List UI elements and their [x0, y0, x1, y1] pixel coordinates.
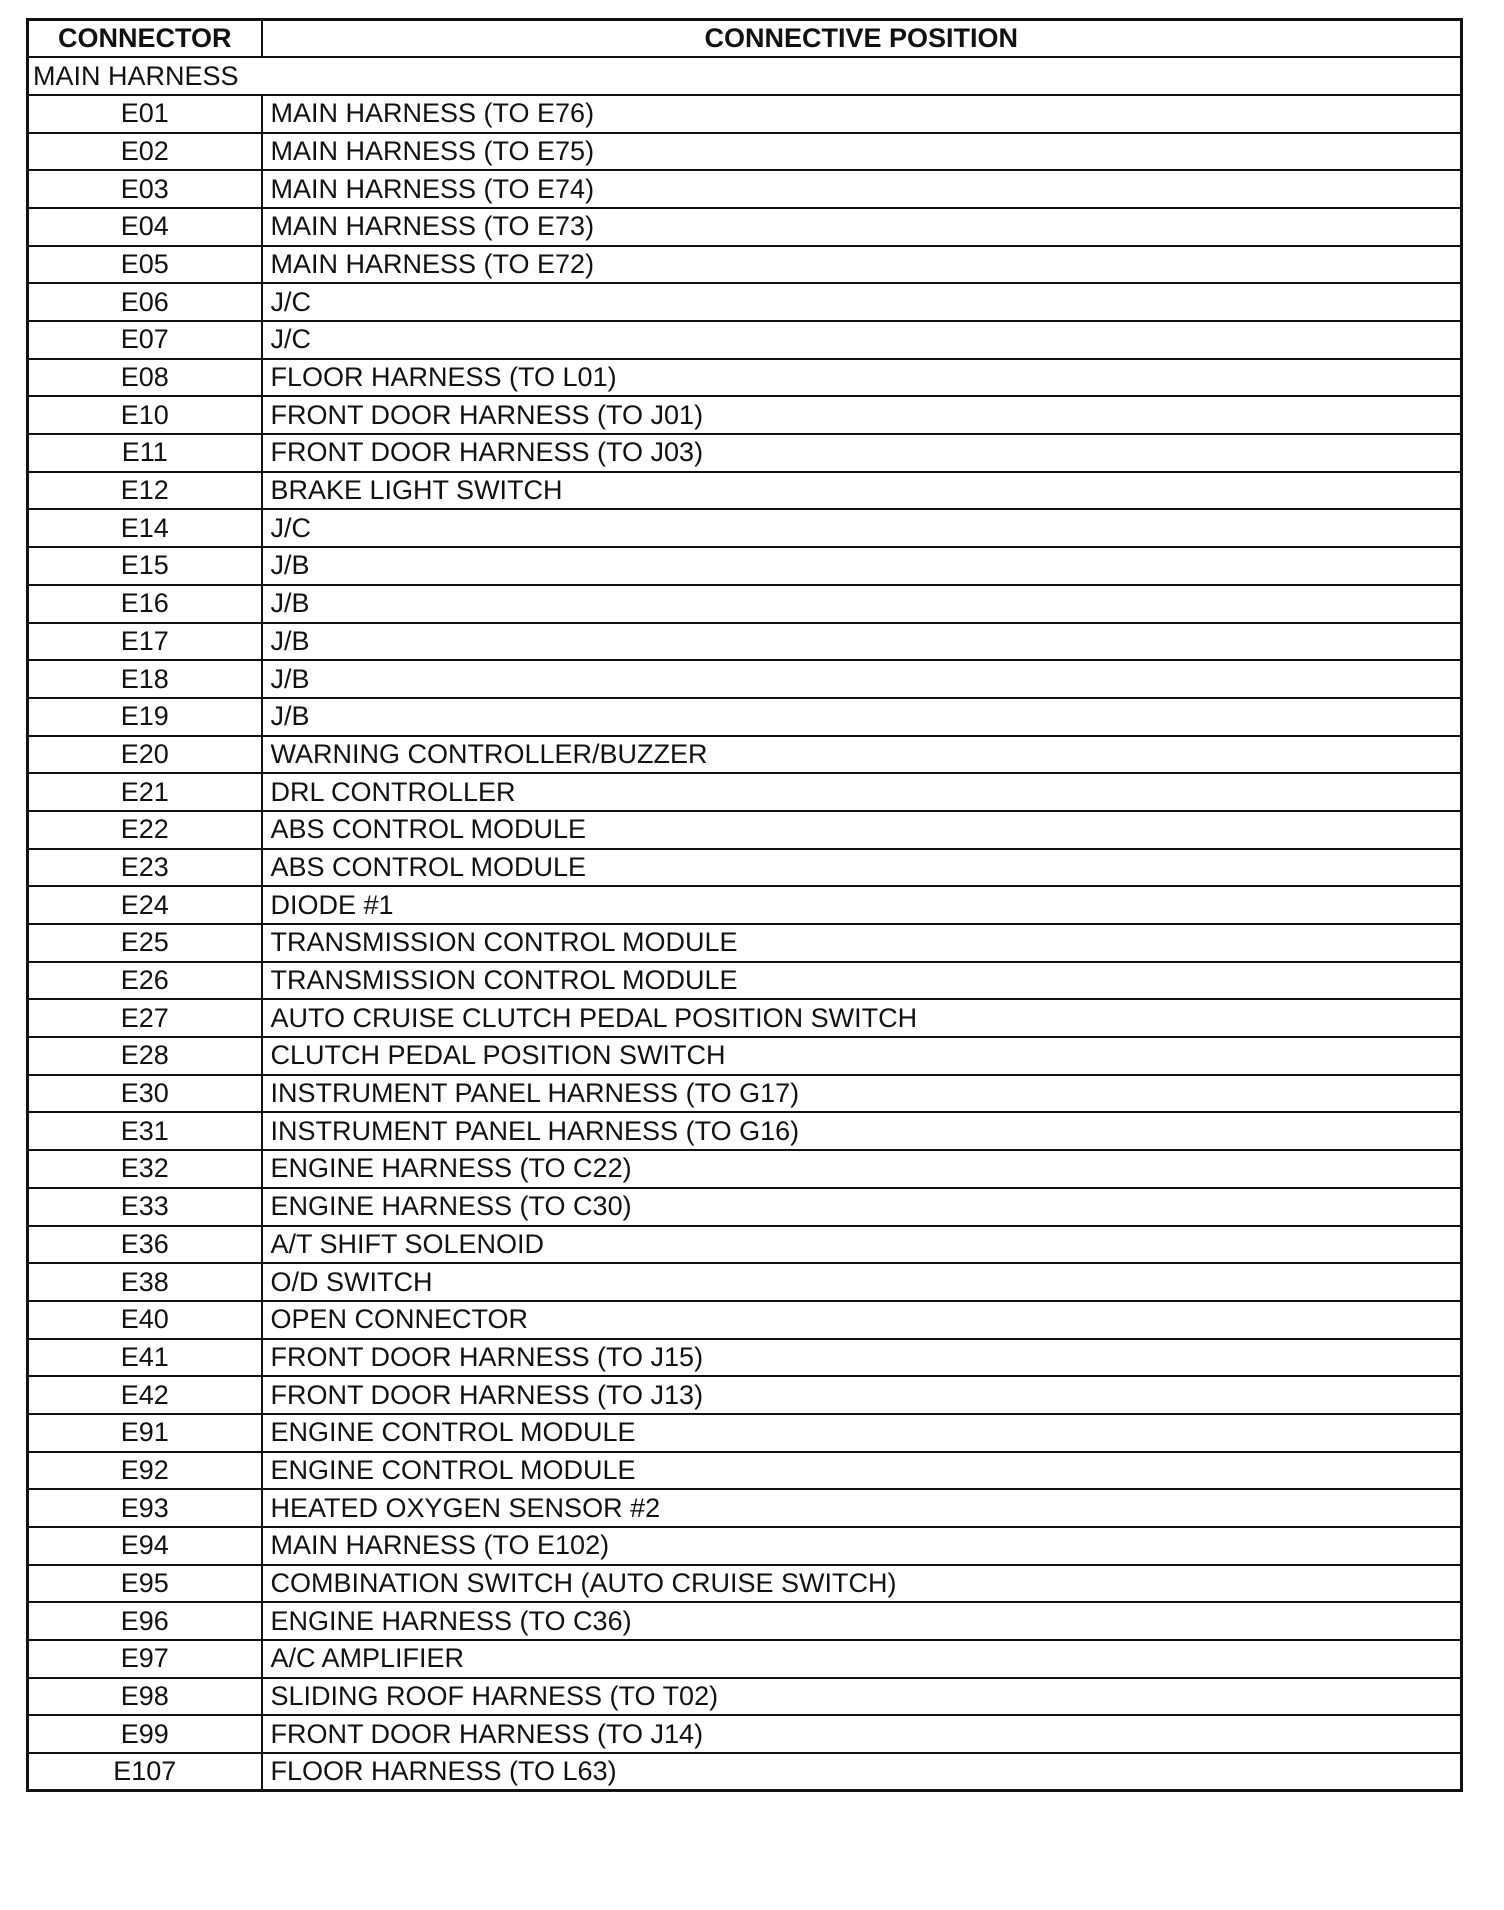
connector-cell: E20 — [28, 736, 262, 774]
connective-position-cell: J/B — [262, 698, 1462, 736]
connective-position-cell: MAIN HARNESS (TO E72) — [262, 246, 1462, 284]
connector-cell: E17 — [28, 623, 262, 661]
connective-position-cell: ENGINE HARNESS (TO C30) — [262, 1188, 1462, 1226]
connector-cell: E24 — [28, 886, 262, 924]
connector-cell: E10 — [28, 396, 262, 434]
table-row — [28, 1150, 1462, 1188]
connective-position-cell: BRAKE LIGHT SWITCH — [262, 472, 1462, 510]
table-row — [28, 1527, 1462, 1565]
connective-position-cell: DIODE #1 — [262, 886, 1462, 924]
connective-position-cell: OPEN CONNECTOR — [262, 1301, 1462, 1339]
table-row — [28, 623, 1462, 661]
connector-cell: E08 — [28, 359, 262, 397]
table-body — [28, 57, 1462, 1791]
connector-cell: E15 — [28, 547, 262, 585]
connector-cell: E33 — [28, 1188, 262, 1226]
connective-position-cell: MAIN HARNESS (TO E73) — [262, 208, 1462, 246]
connector-cell: E11 — [28, 434, 262, 472]
table-row — [28, 1640, 1462, 1678]
connector-cell: E32 — [28, 1150, 262, 1188]
connective-position-cell: FRONT DOOR HARNESS (TO J14) — [262, 1715, 1462, 1753]
connective-position-cell: FRONT DOOR HARNESS (TO J03) — [262, 434, 1462, 472]
column-header-connector: CONNECTOR — [28, 20, 262, 58]
connective-position-cell: MAIN HARNESS (TO E74) — [262, 170, 1462, 208]
connector-cell: E96 — [28, 1602, 262, 1640]
table-row — [28, 1678, 1462, 1716]
table-row — [28, 698, 1462, 736]
table-row — [28, 1715, 1462, 1753]
connector-cell: E07 — [28, 321, 262, 359]
table-row — [28, 1112, 1462, 1150]
connector-cell: E02 — [28, 133, 262, 171]
connective-position-cell: AUTO CRUISE CLUTCH PEDAL POSITION SWITCH — [262, 999, 1462, 1037]
table-row — [28, 999, 1462, 1037]
table-row — [28, 849, 1462, 887]
connector-cell: E21 — [28, 773, 262, 811]
connector-cell: E22 — [28, 811, 262, 849]
table-row — [28, 1339, 1462, 1377]
connective-position-cell: TRANSMISSION CONTROL MODULE — [262, 924, 1462, 962]
table-row — [28, 962, 1462, 1000]
connective-position-cell: TRANSMISSION CONTROL MODULE — [262, 962, 1462, 1000]
connector-cell: E38 — [28, 1263, 262, 1301]
connector-cell: E42 — [28, 1376, 262, 1414]
connective-position-cell: J/C — [262, 509, 1462, 547]
column-header-connective-position: CONNECTIVE POSITION — [262, 20, 1462, 58]
connective-position-cell: FLOOR HARNESS (TO L63) — [262, 1753, 1462, 1791]
table-row — [28, 170, 1462, 208]
connective-position-cell: MAIN HARNESS (TO E75) — [262, 133, 1462, 171]
connector-cell: E93 — [28, 1489, 262, 1527]
connector-cell: E16 — [28, 585, 262, 623]
connector-cell: E01 — [28, 95, 262, 133]
connective-position-cell: J/C — [262, 321, 1462, 359]
connector-cell: E91 — [28, 1414, 262, 1452]
table-row — [28, 283, 1462, 321]
table-row — [28, 1037, 1462, 1075]
connective-position-cell: ENGINE CONTROL MODULE — [262, 1414, 1462, 1452]
connector-cell: E26 — [28, 962, 262, 1000]
connector-cell: E03 — [28, 170, 262, 208]
table-row — [28, 1602, 1462, 1640]
connective-position-cell: HEATED OXYGEN SENSOR #2 — [262, 1489, 1462, 1527]
connector-cell: E12 — [28, 472, 262, 510]
table-row — [28, 660, 1462, 698]
table-row — [28, 95, 1462, 133]
connector-cell: E95 — [28, 1565, 262, 1603]
connective-position-cell: COMBINATION SWITCH (AUTO CRUISE SWITCH) — [262, 1565, 1462, 1603]
connector-cell: E19 — [28, 698, 262, 736]
connector-cell: E18 — [28, 660, 262, 698]
connective-position-cell: J/B — [262, 660, 1462, 698]
connective-position-cell: INSTRUMENT PANEL HARNESS (TO G16) — [262, 1112, 1462, 1150]
table-row — [28, 133, 1462, 171]
connector-cell: E40 — [28, 1301, 262, 1339]
table-row — [28, 396, 1462, 434]
connector-table — [26, 18, 1463, 1792]
table-row — [28, 1226, 1462, 1264]
table-row — [28, 547, 1462, 585]
connective-position-cell: INSTRUMENT PANEL HARNESS (TO G17) — [262, 1075, 1462, 1113]
table-row — [28, 1075, 1462, 1113]
connector-cell: E05 — [28, 246, 262, 284]
connective-position-cell: J/B — [262, 547, 1462, 585]
table-row — [28, 472, 1462, 510]
connector-cell: E36 — [28, 1226, 262, 1264]
table-row — [28, 811, 1462, 849]
table-row — [28, 1489, 1462, 1527]
table-row — [28, 1565, 1462, 1603]
connective-position-cell: J/B — [262, 585, 1462, 623]
connector-cell: E99 — [28, 1715, 262, 1753]
table-row — [28, 924, 1462, 962]
connective-position-cell: FRONT DOOR HARNESS (TO J13) — [262, 1376, 1462, 1414]
connective-position-cell: MAIN HARNESS (TO E76) — [262, 95, 1462, 133]
connective-position-cell: J/C — [262, 283, 1462, 321]
table-row — [28, 321, 1462, 359]
connective-position-cell: ENGINE HARNESS (TO C36) — [262, 1602, 1462, 1640]
table-row — [28, 585, 1462, 623]
table-row — [28, 1188, 1462, 1226]
table-row — [28, 1414, 1462, 1452]
header-row — [28, 20, 1462, 58]
connector-cell: E30 — [28, 1075, 262, 1113]
connective-position-cell: O/D SWITCH — [262, 1263, 1462, 1301]
connector-cell: E94 — [28, 1527, 262, 1565]
table-row — [28, 359, 1462, 397]
table-row — [28, 1263, 1462, 1301]
table-row — [28, 886, 1462, 924]
connector-cell: E31 — [28, 1112, 262, 1150]
connective-position-cell: FLOOR HARNESS (TO L01) — [262, 359, 1462, 397]
connective-position-cell: ENGINE HARNESS (TO C22) — [262, 1150, 1462, 1188]
connector-cell: E27 — [28, 999, 262, 1037]
connector-cell: E92 — [28, 1452, 262, 1490]
connector-cell: E28 — [28, 1037, 262, 1075]
connective-position-cell: A/C AMPLIFIER — [262, 1640, 1462, 1678]
connector-cell: E23 — [28, 849, 262, 887]
connective-position-cell: CLUTCH PEDAL POSITION SWITCH — [262, 1037, 1462, 1075]
section-label: MAIN HARNESS — [28, 57, 1462, 95]
connector-cell: E25 — [28, 924, 262, 962]
connective-position-cell: A/T SHIFT SOLENOID — [262, 1226, 1462, 1264]
table-row — [28, 773, 1462, 811]
connective-position-cell: ABS CONTROL MODULE — [262, 811, 1462, 849]
table-row — [28, 509, 1462, 547]
connective-position-cell: ENGINE CONTROL MODULE — [262, 1452, 1462, 1490]
connector-cell: E41 — [28, 1339, 262, 1377]
table-row — [28, 736, 1462, 774]
table-row — [28, 208, 1462, 246]
table-row — [28, 1301, 1462, 1339]
connector-cell: E06 — [28, 283, 262, 321]
table-row — [28, 434, 1462, 472]
table-row — [28, 1376, 1462, 1414]
table-row — [28, 246, 1462, 284]
connective-position-cell: MAIN HARNESS (TO E102) — [262, 1527, 1462, 1565]
section-row — [28, 57, 1462, 95]
connective-position-cell: DRL CONTROLLER — [262, 773, 1462, 811]
connective-position-cell: WARNING CONTROLLER/BUZZER — [262, 736, 1462, 774]
connector-cell: E14 — [28, 509, 262, 547]
connective-position-cell: ABS CONTROL MODULE — [262, 849, 1462, 887]
connective-position-cell: FRONT DOOR HARNESS (TO J01) — [262, 396, 1462, 434]
connective-position-cell: FRONT DOOR HARNESS (TO J15) — [262, 1339, 1462, 1377]
table-row — [28, 1452, 1462, 1490]
connective-position-cell: J/B — [262, 623, 1462, 661]
connector-cell: E107 — [28, 1753, 262, 1791]
table-row — [28, 1753, 1462, 1791]
connector-cell: E04 — [28, 208, 262, 246]
connective-position-cell: SLIDING ROOF HARNESS (TO T02) — [262, 1678, 1462, 1716]
connector-cell: E98 — [28, 1678, 262, 1716]
connector-cell: E97 — [28, 1640, 262, 1678]
